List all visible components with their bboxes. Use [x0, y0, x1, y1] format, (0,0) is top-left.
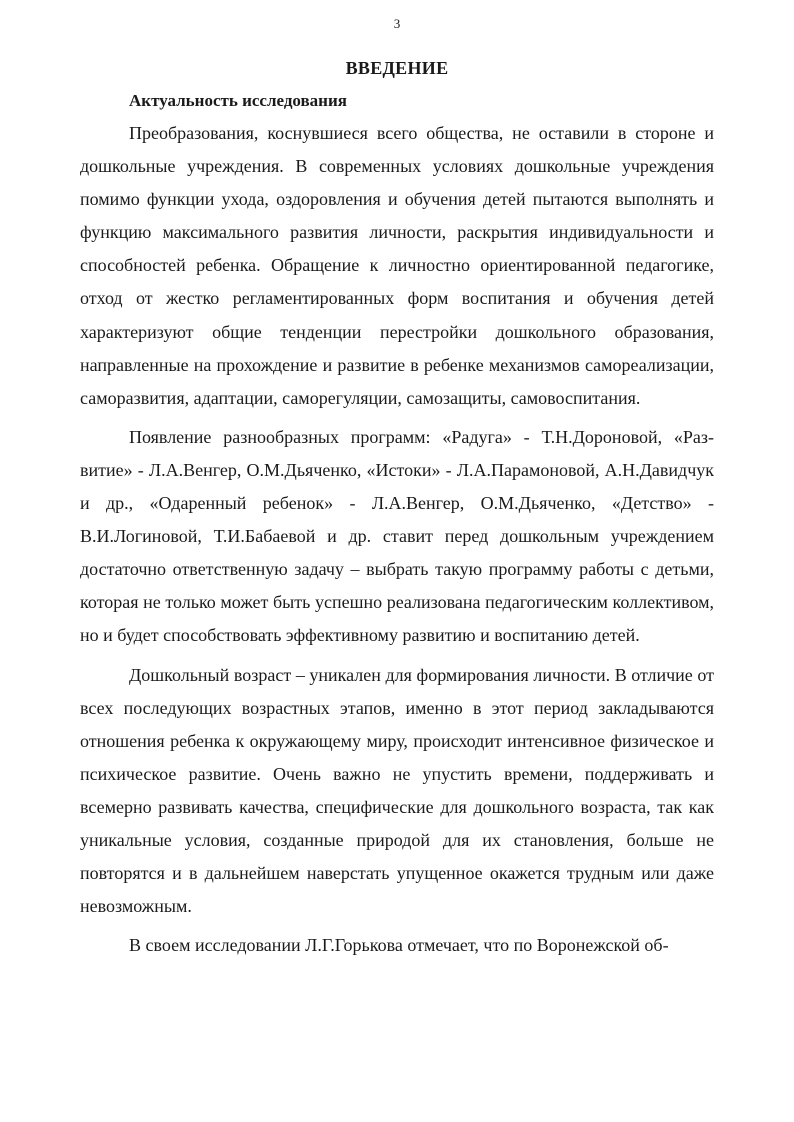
paragraph-gorkova-study: В своем исследовании Л.Г.Горькова отмечает, что по Воронежской об- — [129, 935, 669, 956]
body-text — [80, 117, 714, 968]
page-number: 3 — [393, 16, 401, 31]
section-heading: Актуальность исследования — [129, 91, 347, 110]
paragraph-programs: Появление разнообразных программ: «Радуга» - Т.Н.Дороновой, «Развитие» - Л.А.Венгер, О.М.Дьяченко, «Истоки» - Л.А.Парамоновой, А.Н.Давидчук и др., «Одаренный ребенок» - Л.А.Венгер, О.М.Дьяченко, «Детство» - В.И.Логиновой, Т.И.Бабаевой и др. ставит перед дошкольным учреждением достаточно ответственную задачу – выбрать такую программу работы с детьми, которая не только может быть успешно реализована педагогическим коллективом, но и будет способствовать эффективному развитию и воспитанию детей. — [80, 426, 714, 646]
paragraph-preschool-age: Дошкольный возраст – уникален для формирования личности. В отличие от всех последующих возрастных этапов, именно в этот период закладываются отношения ребенка к окружающему миру, происходит интенсивное физическое и психическое развитие. Очень важно не упустить времени, поддерживать и всемерно развивать качества, специфические для дошкольного возраста, так как уникальные условия, созданные природой для их становления, больше не повторятся и в дальнейшем наверстать упущенное окажется трудным или даже невозможным. — [80, 664, 714, 917]
paragraph-relevance: Преобразования, коснувшиеся всего общества, не оставили в стороне и дошкольные учреждения. В современных условиях дошкольные учреждения помимо функции ухода, оздоровления и обучения детей пытаются выполнять и функцию максимального развития личности, раскрытия индивидуальности и способностей ребенка. Обращение к личностно ориентированной педагогике, отход от жестко регламентированных форм воспитания и обучения детей характеризуют общие тенденции перестройки дошкольного образования, направленные на прохождение и развитие в ребенке механизмов самореализации, саморазвития, адаптации, саморегуляции, самозащиты, самовоспитания. — [80, 123, 714, 408]
document-title: ВВЕДЕНИЕ — [345, 58, 449, 78]
